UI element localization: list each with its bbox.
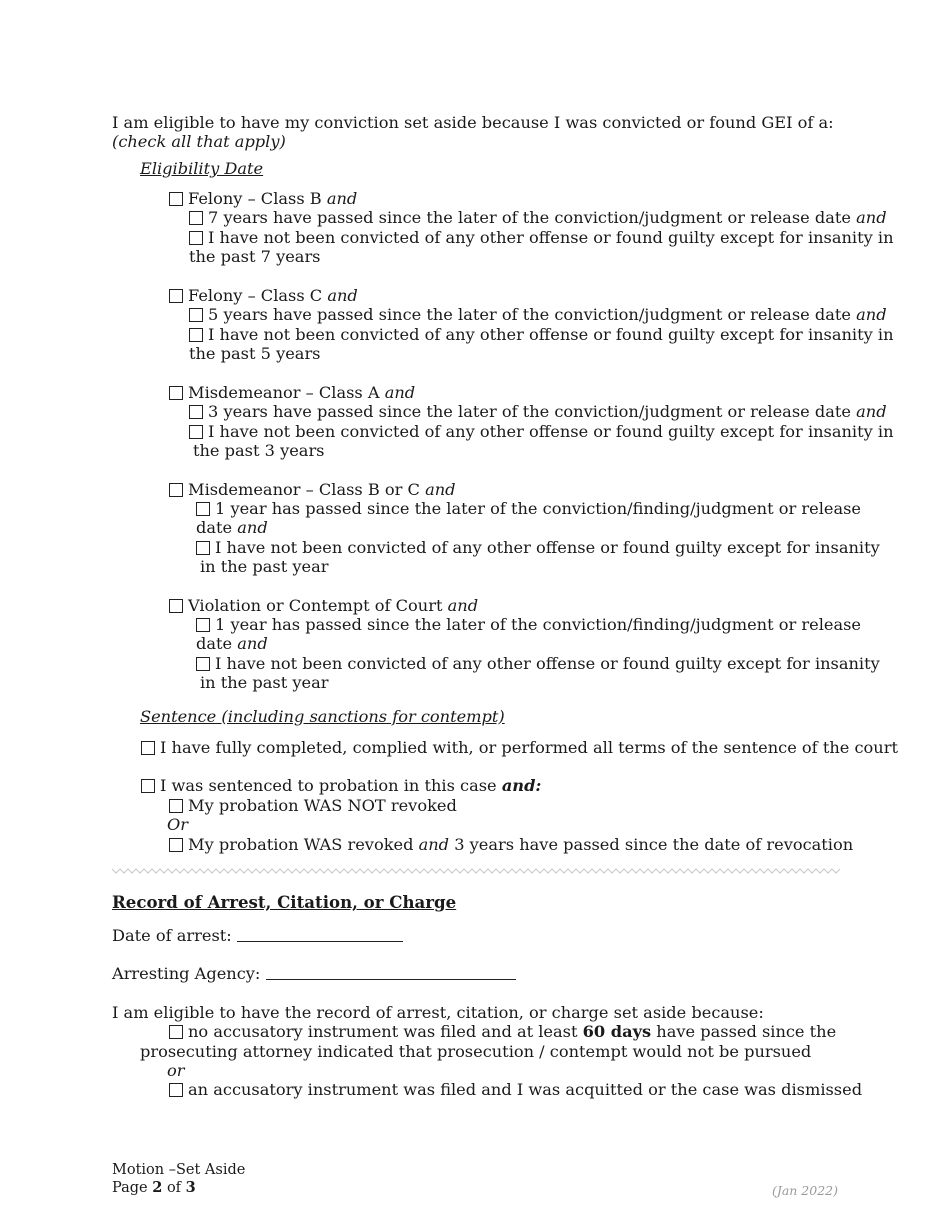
eligibility-heading: Eligibility Date xyxy=(140,159,264,178)
probation-label: I was sentenced to probation in this case xyxy=(160,776,497,795)
violation-opt2-label: I have not been convicted of any other offense or found guilty except for insanity xyxy=(215,654,880,673)
record-opt2-row xyxy=(169,1080,862,1100)
and-text: and xyxy=(856,402,887,421)
date-of-arrest-row xyxy=(112,926,403,946)
record-or-text: or xyxy=(167,1061,185,1080)
felony-c-checkbox[interactable] xyxy=(169,289,183,303)
footer-form-name: Motion –Set Aside xyxy=(112,1162,246,1178)
misd-bc-row xyxy=(169,480,456,500)
and-text: and xyxy=(425,480,456,499)
misd-a-opt2-label: I have not been convicted of any other offense or found guilty except for insanity in xyxy=(208,422,894,441)
record-opt2-checkbox[interactable] xyxy=(169,1083,183,1097)
page-break-divider xyxy=(112,866,840,876)
felony-c-opt1-checkbox[interactable] xyxy=(189,308,203,322)
misd-bc-opt2-cont: in the past year xyxy=(200,557,329,576)
not-revoked-checkbox[interactable] xyxy=(169,799,183,813)
felony-c-label: Felony – Class C xyxy=(188,286,323,305)
violation-opt1-checkbox[interactable] xyxy=(196,618,210,632)
felony-c-opt2-label: I have not been convicted of any other offense or found guilty except for insanity in xyxy=(208,325,894,344)
arresting-agency-label: Arresting Agency: xyxy=(112,964,261,983)
misd-a-row xyxy=(169,383,415,403)
probation-checkbox[interactable] xyxy=(141,779,155,793)
intro-line: I am eligible to have my conviction set aside because I was convicted or found GEI of a: xyxy=(112,113,834,132)
misd-bc-opt2-label: I have not been convicted of any other offense or found guilty except for insanity xyxy=(215,538,880,557)
sentence-completed-checkbox[interactable] xyxy=(141,741,155,755)
misd-bc-opt1-row xyxy=(196,499,861,519)
felony-c-opt2-row xyxy=(189,325,894,345)
felony-b-opt2-cont: the past 7 years xyxy=(189,247,321,266)
sentence-completed-row xyxy=(141,738,898,758)
record-opt1-checkbox[interactable] xyxy=(169,1025,183,1039)
felony-b-opt2-label: I have not been convicted of any other offense or found guilty except for insanity in xyxy=(208,228,894,247)
misd-bc-opt1-label: 1 year has passed since the later of the conviction/finding/judgment or release xyxy=(215,499,861,518)
and-text: and xyxy=(856,305,887,324)
felony-b-opt1-label: 7 years have passed since the later of the conviction/judgment or release date xyxy=(208,208,851,227)
sentence-completed-label: I have fully completed, complied with, or performed all terms of the sentence of the court xyxy=(160,738,898,757)
misd-a-opt1-checkbox[interactable] xyxy=(189,405,203,419)
violation-opt1-cont: date and xyxy=(196,634,268,653)
misd-a-opt2-row xyxy=(189,422,894,442)
not-revoked-row xyxy=(169,796,457,816)
felony-c-opt1-label: 5 years have passed since the later of the conviction/judgment or release date xyxy=(208,305,851,324)
footer-page-number: Page 2 of 3 xyxy=(112,1179,196,1196)
and-text: and xyxy=(447,596,479,615)
felony-b-label: Felony – Class B xyxy=(188,189,322,208)
felony-c-opt1-row xyxy=(189,305,887,325)
not-revoked-label: My probation WAS NOT revoked xyxy=(188,796,457,815)
misd-bc-label: Misdemeanor – Class B or C xyxy=(188,480,420,499)
and-text: and xyxy=(384,383,416,402)
misd-bc-checkbox[interactable] xyxy=(169,483,183,497)
misd-bc-opt1-cont: date and xyxy=(196,518,268,537)
sentence-heading: Sentence (including sanctions for contempt) xyxy=(140,707,505,726)
and-text: and xyxy=(326,189,358,208)
date-of-arrest-field[interactable] xyxy=(237,927,403,942)
violation-label: Violation or Contempt of Court xyxy=(188,596,443,615)
intro-instruction: (check all that apply) xyxy=(112,132,286,151)
revoked-checkbox[interactable] xyxy=(169,838,183,852)
felony-c-opt2-cont: the past 5 years xyxy=(189,344,321,363)
felony-b-opt1-row xyxy=(189,208,887,228)
violation-opt1-row xyxy=(196,615,861,635)
record-opt1-cont: prosecuting attorney indicated that prosecution / contempt would not be pursued xyxy=(140,1042,812,1061)
record-opt2-label: an accusatory instrument was filed and I was acquitted or the case was dismissed xyxy=(188,1080,863,1099)
or-text: Or xyxy=(167,815,189,834)
violation-opt2-cont: in the past year xyxy=(200,673,329,692)
felony-c-opt2-checkbox[interactable] xyxy=(189,328,203,342)
violation-checkbox[interactable] xyxy=(169,599,183,613)
probation-row: I was sentenced to probation in this case and: xyxy=(141,776,541,796)
violation-row xyxy=(169,596,478,616)
misd-a-opt1-row xyxy=(189,402,887,422)
and-text: and xyxy=(327,286,358,305)
felony-b-checkbox[interactable] xyxy=(169,192,183,206)
record-heading: Record of Arrest, Citation, or Charge xyxy=(112,892,457,912)
felony-c-row xyxy=(169,286,358,306)
arresting-agency-field[interactable] xyxy=(266,965,516,980)
felony-b-row xyxy=(169,189,357,209)
and-text: and xyxy=(856,208,887,227)
felony-b-opt2-row xyxy=(189,228,894,248)
misd-bc-opt1-checkbox[interactable] xyxy=(196,502,210,516)
misd-a-opt2-checkbox[interactable] xyxy=(189,425,203,439)
misd-a-opt2-cont: the past 3 years xyxy=(193,441,325,460)
misd-a-opt1-label: 3 years have passed since the later of the conviction/judgment or release date xyxy=(208,402,851,421)
revoked-label: My probation WAS revoked xyxy=(188,835,414,854)
record-opt1-row: no accusatory instrument was filed and at least 60 days have passed since the xyxy=(169,1022,836,1042)
felony-b-opt2-checkbox[interactable] xyxy=(189,231,203,245)
date-of-arrest-label: Date of arrest: xyxy=(112,926,232,945)
misd-bc-opt2-checkbox[interactable] xyxy=(196,541,210,555)
violation-opt2-checkbox[interactable] xyxy=(196,657,210,671)
revoked-row: My probation WAS revoked and 3 years have passed since the date of revocation xyxy=(169,835,853,855)
footer-date: (Jan 2022) xyxy=(771,1183,838,1198)
record-eligible-text: I am eligible to have the record of arrest, citation, or charge set aside because: xyxy=(112,1003,764,1022)
misd-a-label: Misdemeanor – Class A xyxy=(188,383,380,402)
misd-bc-opt2-row xyxy=(196,538,880,558)
arresting-agency-row xyxy=(112,964,516,984)
violation-opt2-row xyxy=(196,654,880,674)
felony-b-opt1-checkbox[interactable] xyxy=(189,211,203,225)
violation-opt1-label: 1 year has passed since the later of the conviction/finding/judgment or release xyxy=(215,615,861,634)
misd-a-checkbox[interactable] xyxy=(169,386,183,400)
